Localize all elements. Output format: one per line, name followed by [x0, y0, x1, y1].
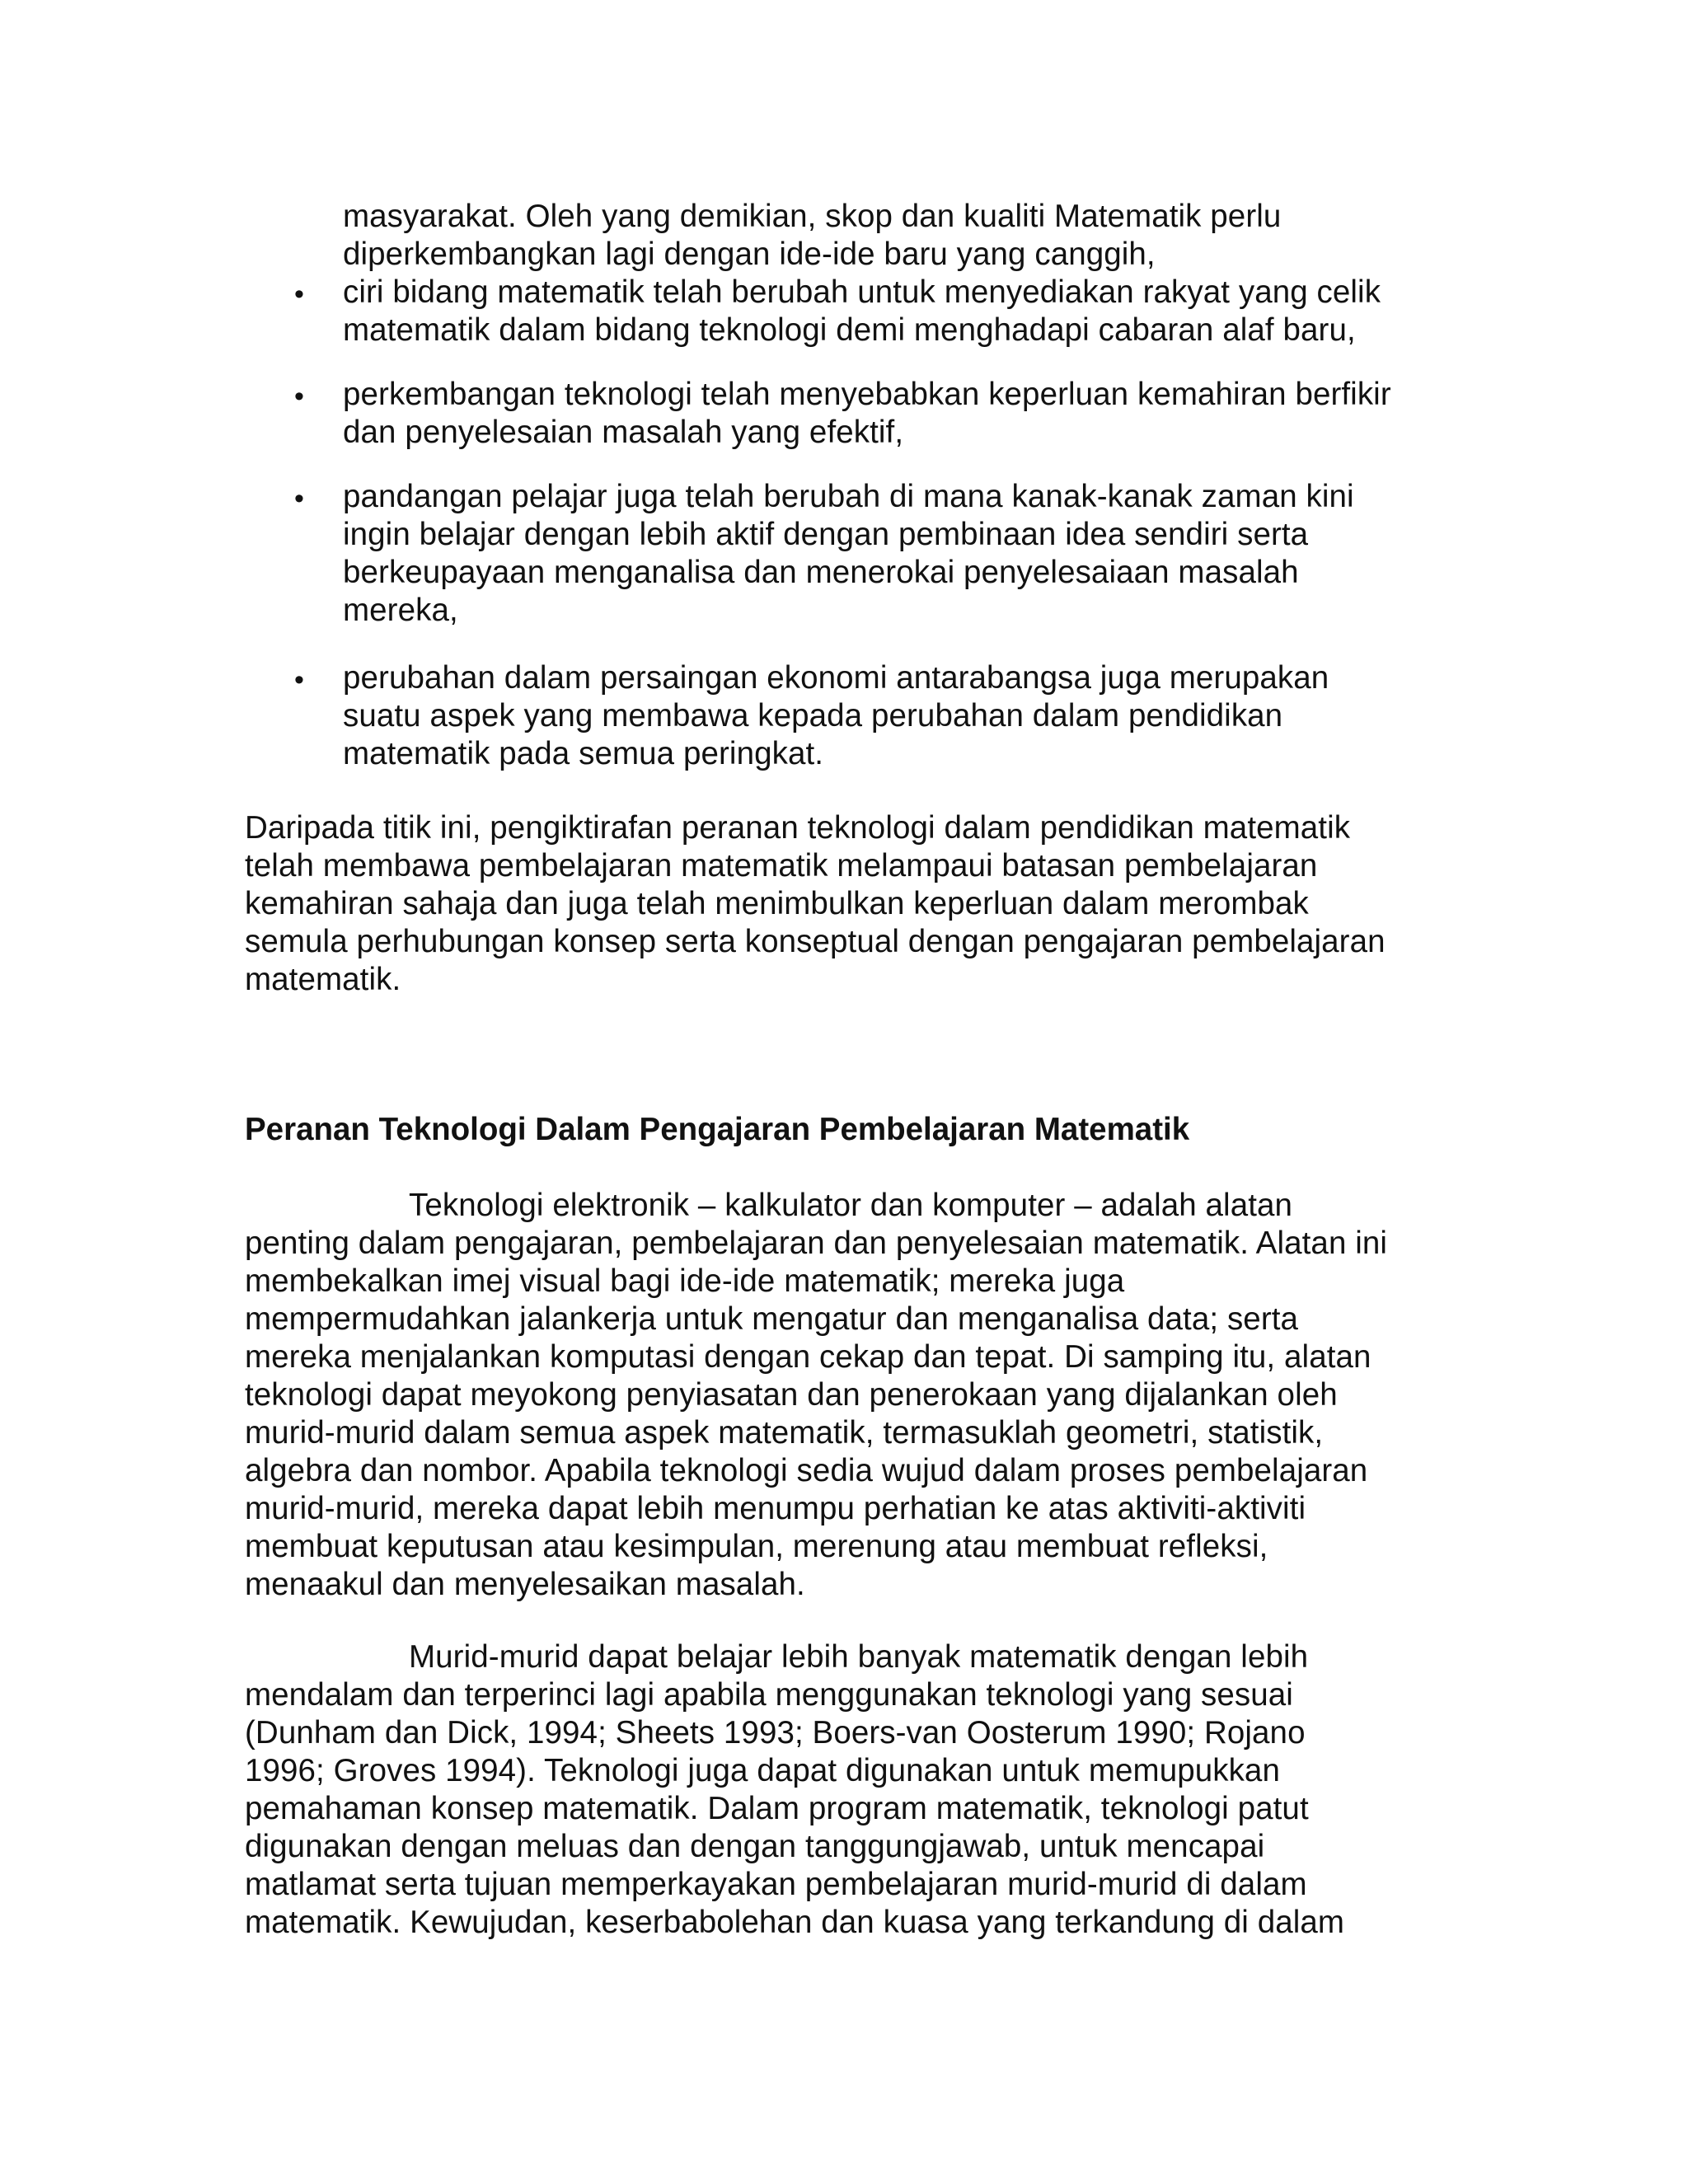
paragraph-line: teknologi dapat meyokong penyiasatan dan penerokaan yang dijalankan oleh — [245, 1377, 1338, 1413]
bullet-text-line: perkembangan teknologi telah menyebabkan keperluan kemahiran berfikir — [343, 377, 1391, 412]
bullet-marker: • — [294, 381, 304, 412]
paragraph-line: pemahaman konsep matematik. Dalam program matematik, teknologi patut — [245, 1791, 1309, 1826]
paragraph-line: murid-murid, mereka dapat lebih menumpu perhatian ke atas aktiviti-aktiviti — [245, 1491, 1306, 1526]
paragraph-line: mempermudahkan jalankerja untuk mengatur dan menganalisa data; serta — [245, 1301, 1299, 1337]
bullet-text-line: pandangan pelajar juga telah berubah di mana kanak-kanak zaman kini — [343, 479, 1354, 514]
bullet-text-line: suatu aspek yang membawa kepada perubahan dalam pendidikan — [343, 698, 1283, 733]
paragraph-line: algebra dan nombor. Apabila teknologi sedia wujud dalam proses pembelajaran — [245, 1453, 1368, 1488]
bullet-text-line: mereka, — [343, 593, 458, 628]
paragraph-line: penting dalam pengajaran, pembelajaran dan penyelesaian matematik. Alatan ini — [245, 1226, 1388, 1261]
bullet-text-line: berkeupayaan menganalisa dan menerokai penyelesaiaan masalah — [343, 555, 1299, 590]
paragraph-line: matematik. — [245, 962, 401, 997]
paragraph-line: 1996; Groves 1994). Teknologi juga dapat digunakan untuk memupukkan — [245, 1753, 1280, 1788]
bullet-marker: • — [294, 483, 304, 514]
paragraph-line: telah membawa pembelajaran matematik melampaui batasan pembelajaran — [245, 848, 1318, 883]
paragraph-line: kemahiran sahaja dan juga telah menimbulkan keperluan dalam merombak — [245, 886, 1309, 921]
bullet-text-line: ingin belajar dengan lebih aktif dengan pembinaan idea sendiri serta — [343, 517, 1309, 552]
paragraph-line: semula perhubungan konsep serta konseptual dengan pengajaran pembelajaran — [245, 924, 1386, 959]
paragraph-line: mendalam dan terperinci lagi apabila menggunakan teknologi yang sesuai — [245, 1677, 1293, 1713]
bullet-marker: • — [294, 279, 304, 310]
paragraph-line: membekalkan imej visual bagi ide-ide matematik; mereka juga — [245, 1263, 1125, 1299]
paragraph-line: Murid-murid dapat belajar lebih banyak matematik dengan lebih — [409, 1639, 1309, 1675]
bullet-text-line: matematik dalam bidang teknologi demi menghadapi cabaran alaf baru, — [343, 312, 1356, 348]
bullet-text-line: ciri bidang matematik telah berubah untuk menyediakan rakyat yang celik — [343, 274, 1381, 310]
paragraph-line: murid-murid dalam semua aspek matematik, termasuklah geometri, statistik, — [245, 1415, 1324, 1451]
intro-line: masyarakat. Oleh yang demikian, skop dan kualiti Matematik perlu — [343, 199, 1282, 234]
bullet-text-line: dan penyelesaian masalah yang efektif, — [343, 415, 904, 450]
bullet-text-line: perubahan dalam persaingan ekonomi antarabangsa juga merupakan — [343, 660, 1329, 696]
paragraph-line: Teknologi elektronik – kalkulator dan komputer – adalah alatan — [409, 1188, 1293, 1223]
section-heading: Peranan Teknologi Dalam Pengajaran Pembelajaran Matematik — [245, 1112, 1190, 1147]
paragraph-line: matematik. Kewujudan, keserbabolehan dan kuasa yang terkandung di dalam — [245, 1905, 1345, 1940]
paragraph-line: digunakan dengan meluas dan dengan tanggungjawab, untuk mencapai — [245, 1829, 1265, 1864]
paragraph-line: mereka menjalankan komputasi dengan cekap dan tepat. Di samping itu, alatan — [245, 1339, 1372, 1375]
paragraph-line: matlamat serta tujuan memperkayakan pembelajaran murid-murid di dalam — [245, 1867, 1307, 1902]
paragraph-line: membuat keputusan atau kesimpulan, merenung atau membuat refleksi, — [245, 1529, 1268, 1564]
paragraph-line: Daripada titik ini, pengiktirafan peranan teknologi dalam pendidikan matematik — [245, 810, 1351, 846]
paragraph-line: (Dunham dan Dick, 1994; Sheets 1993; Boers-van Oosterum 1990; Rojano — [245, 1715, 1306, 1750]
bullet-marker: • — [294, 664, 304, 696]
bullet-text-line: matematik pada semua peringkat. — [343, 736, 824, 771]
paragraph-line: menaakul dan menyelesaikan masalah. — [245, 1567, 805, 1602]
intro-line: diperkembangkan lagi dengan ide-ide baru yang canggih, — [343, 237, 1156, 272]
